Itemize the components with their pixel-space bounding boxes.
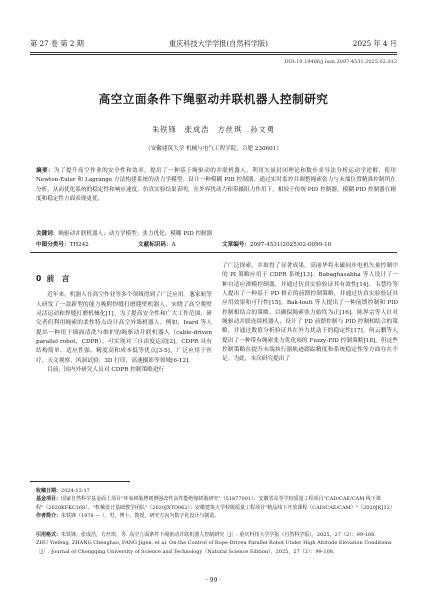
citation-en: ZHU Yiefeng, ZHANG Chenghao, FANG Jigen, et al. On the Control of Rope-Driven Parallel Robot Under High Altitude Elevation Conditions［J］. Journal of Chongqing University of Science and Technology（Natural Science Edition），2025，27（2）：99-108.: [36, 540, 392, 555]
right-column: [222, 262, 398, 365]
doi: DOI:10.19406/j.issn.2097-4531.2025.02.012: [284, 59, 397, 65]
classification-row: [36, 240, 396, 248]
fund-label: 基金项目：: [36, 496, 62, 503]
paragraph: 目前，国内外研究人员对 CDPR 控制策略进行: [47, 367, 165, 374]
section-heading: [36, 274, 212, 283]
abstract-label: 摘要：: [36, 168, 55, 174]
fund-text: 国家自然科学基金面上项目"环氧树脂增韧增强改性高性能绝缘树脂研究"（51877001）；安徽省高等学校质量工程项目"CAD/CAE/CAM 线下课程"（2020KFKC168）、"机械设计基础教学团队"（2020JXTD062）；安徽建筑大学校级质量工程项目"精品线下开放课程（CAD/CAE/CAM）"（2020JKJ12）: [36, 496, 395, 511]
clc-value: TH242: [69, 242, 89, 248]
author-list: 朱铁锋 张成浩 方丝琪 孙文勇: [152, 125, 275, 134]
doc-code-value: A: [171, 242, 176, 248]
paragraph: 了广泛探索，并取得了显著成果。高丽华将永磁同步电机矢量控制中的 PI 策略应用于 CDPR 系统[13]。Babaghasabha 等人设计了一种自适应滑模控制器，并通过仿真实验验证其有效性[14]。韦慧玲等人提出了一种基于 PD 修正的前馈控制策略，并通过仿真实验验证其应用效果和可行性[15]。Bak-louti 等人提出了一种前馈控制和 PID 控制相结合的策略，以确保绳索张力始终为正[16]。陈界宗等人针对绳驱动并联连续机器人，设计了 PD 前馈控制与 PID 控制相结合的策略，并通过数值分析验证其在外力扰动下的稳定性[17]。何云鹏等人提出了一种带有绳索张力优化项的 Fuzzy-PID 控制策略[18]，但这些控制策略在提升末端执行器轨迹跟踪精度和系统稳定性等方面存在不足。为此，本次研究提出了: [222, 263, 398, 363]
running-header: [30, 38, 397, 50]
citation-zh: 朱铁锋，张成浩，方丝琪，等. 高空立面条件下绳驱动并联机器人控制研究［J］. 重庆科技大学学报（自然科学版），2025，27（2）：99-108.: [61, 532, 376, 538]
footnotes: [36, 487, 396, 521]
keywords: [36, 230, 396, 239]
abstract-text: 为了提升高空作业的安全性和效率，提出了一种基于绳驱动的并联机器人。利用矢量封闭理论和数步求导法分析运动学逆解，使用 Newton-Euler 和 Lagrange 方法构建系统的动力学模型。设计一种模糊 PID 控制器，通过实时监控并调整绳索张力与末端位置精准控制所在分析，从而优化系统的稳定性和响应速度。仿真实验结果表明，在外界扰动力和带摄阻力作用下，相较于传统 PID 控制器，模糊 PID 控制器在精度和稳定性方面表现更优。: [36, 168, 396, 203]
section-number: 0: [36, 274, 42, 283]
citation-format: [36, 531, 396, 556]
page-number: · 99 ·: [205, 577, 222, 584]
section-title: 前 言: [46, 274, 70, 283]
abstract: [36, 167, 396, 205]
author-bio-label: 作者简介：: [36, 513, 62, 520]
author-bio: 朱铁锋（1978 — ），男，博士，教授，研究方向为数字化设计与制造。: [61, 513, 220, 520]
citation-label: 引用格式：: [36, 532, 62, 538]
volume-issue: 第 27 卷 第 2 期: [30, 39, 84, 48]
issue-date: 2025 年 4 月: [352, 39, 397, 48]
header-rule-thin: [30, 54, 397, 55]
received-date: 2024-12-17: [61, 488, 90, 494]
left-column: [36, 262, 212, 375]
footnote-rule: [30, 481, 130, 482]
received-label: 收稿日期：: [36, 488, 62, 494]
keywords-text: 绳驱动并联机器人；动力学模型；张力优化；模糊 PID 控制器: [58, 231, 213, 237]
abstract-rule: [30, 252, 397, 253]
journal-name: 重庆科技大学学报(自然科学版): [168, 39, 268, 48]
clc-label: 中图分类号：: [36, 242, 70, 248]
affiliation: （安徽建筑大学 机械与电气工程学院，合肥 230601）: [145, 146, 282, 152]
paragraph: 近年来，机器人在高空作业等多个领域得到了广泛应用。葱家航等人研发了一款新型的能力吸附焊缝打磨爬壁机器人，宋晓了高空爬壁灵活运动和焊缝打磨机械化[1]。为了提高安全性和广大工作范围，研究者们利用绳索的柔性特点设计高空外墙机器人。例如，Izard 等人提出一种用于墙面清洗与维护的绳驱动并联机器人（cable-driven parallel robot，CDPR），可实现对三自由度运动[2]。CDPR 具有结构简单、适应性强、精度高和成本低等优点[3-5]，广泛应用于医疗、天文观察、风洞试验、3D 打印、高速摄影等领域[6-12]。: [36, 292, 212, 364]
header-rule: [30, 52, 397, 53]
article-number-value: 2097-4531(2025)02-0099-10: [249, 242, 332, 248]
keywords-label: 关键词：: [36, 231, 59, 237]
article-number-label: 文章编号：: [222, 242, 250, 248]
paper-title: 高空立面条件下绳驱动并联机器人控制研究: [98, 92, 329, 106]
doc-code-label: 文献标识码：: [138, 242, 172, 248]
